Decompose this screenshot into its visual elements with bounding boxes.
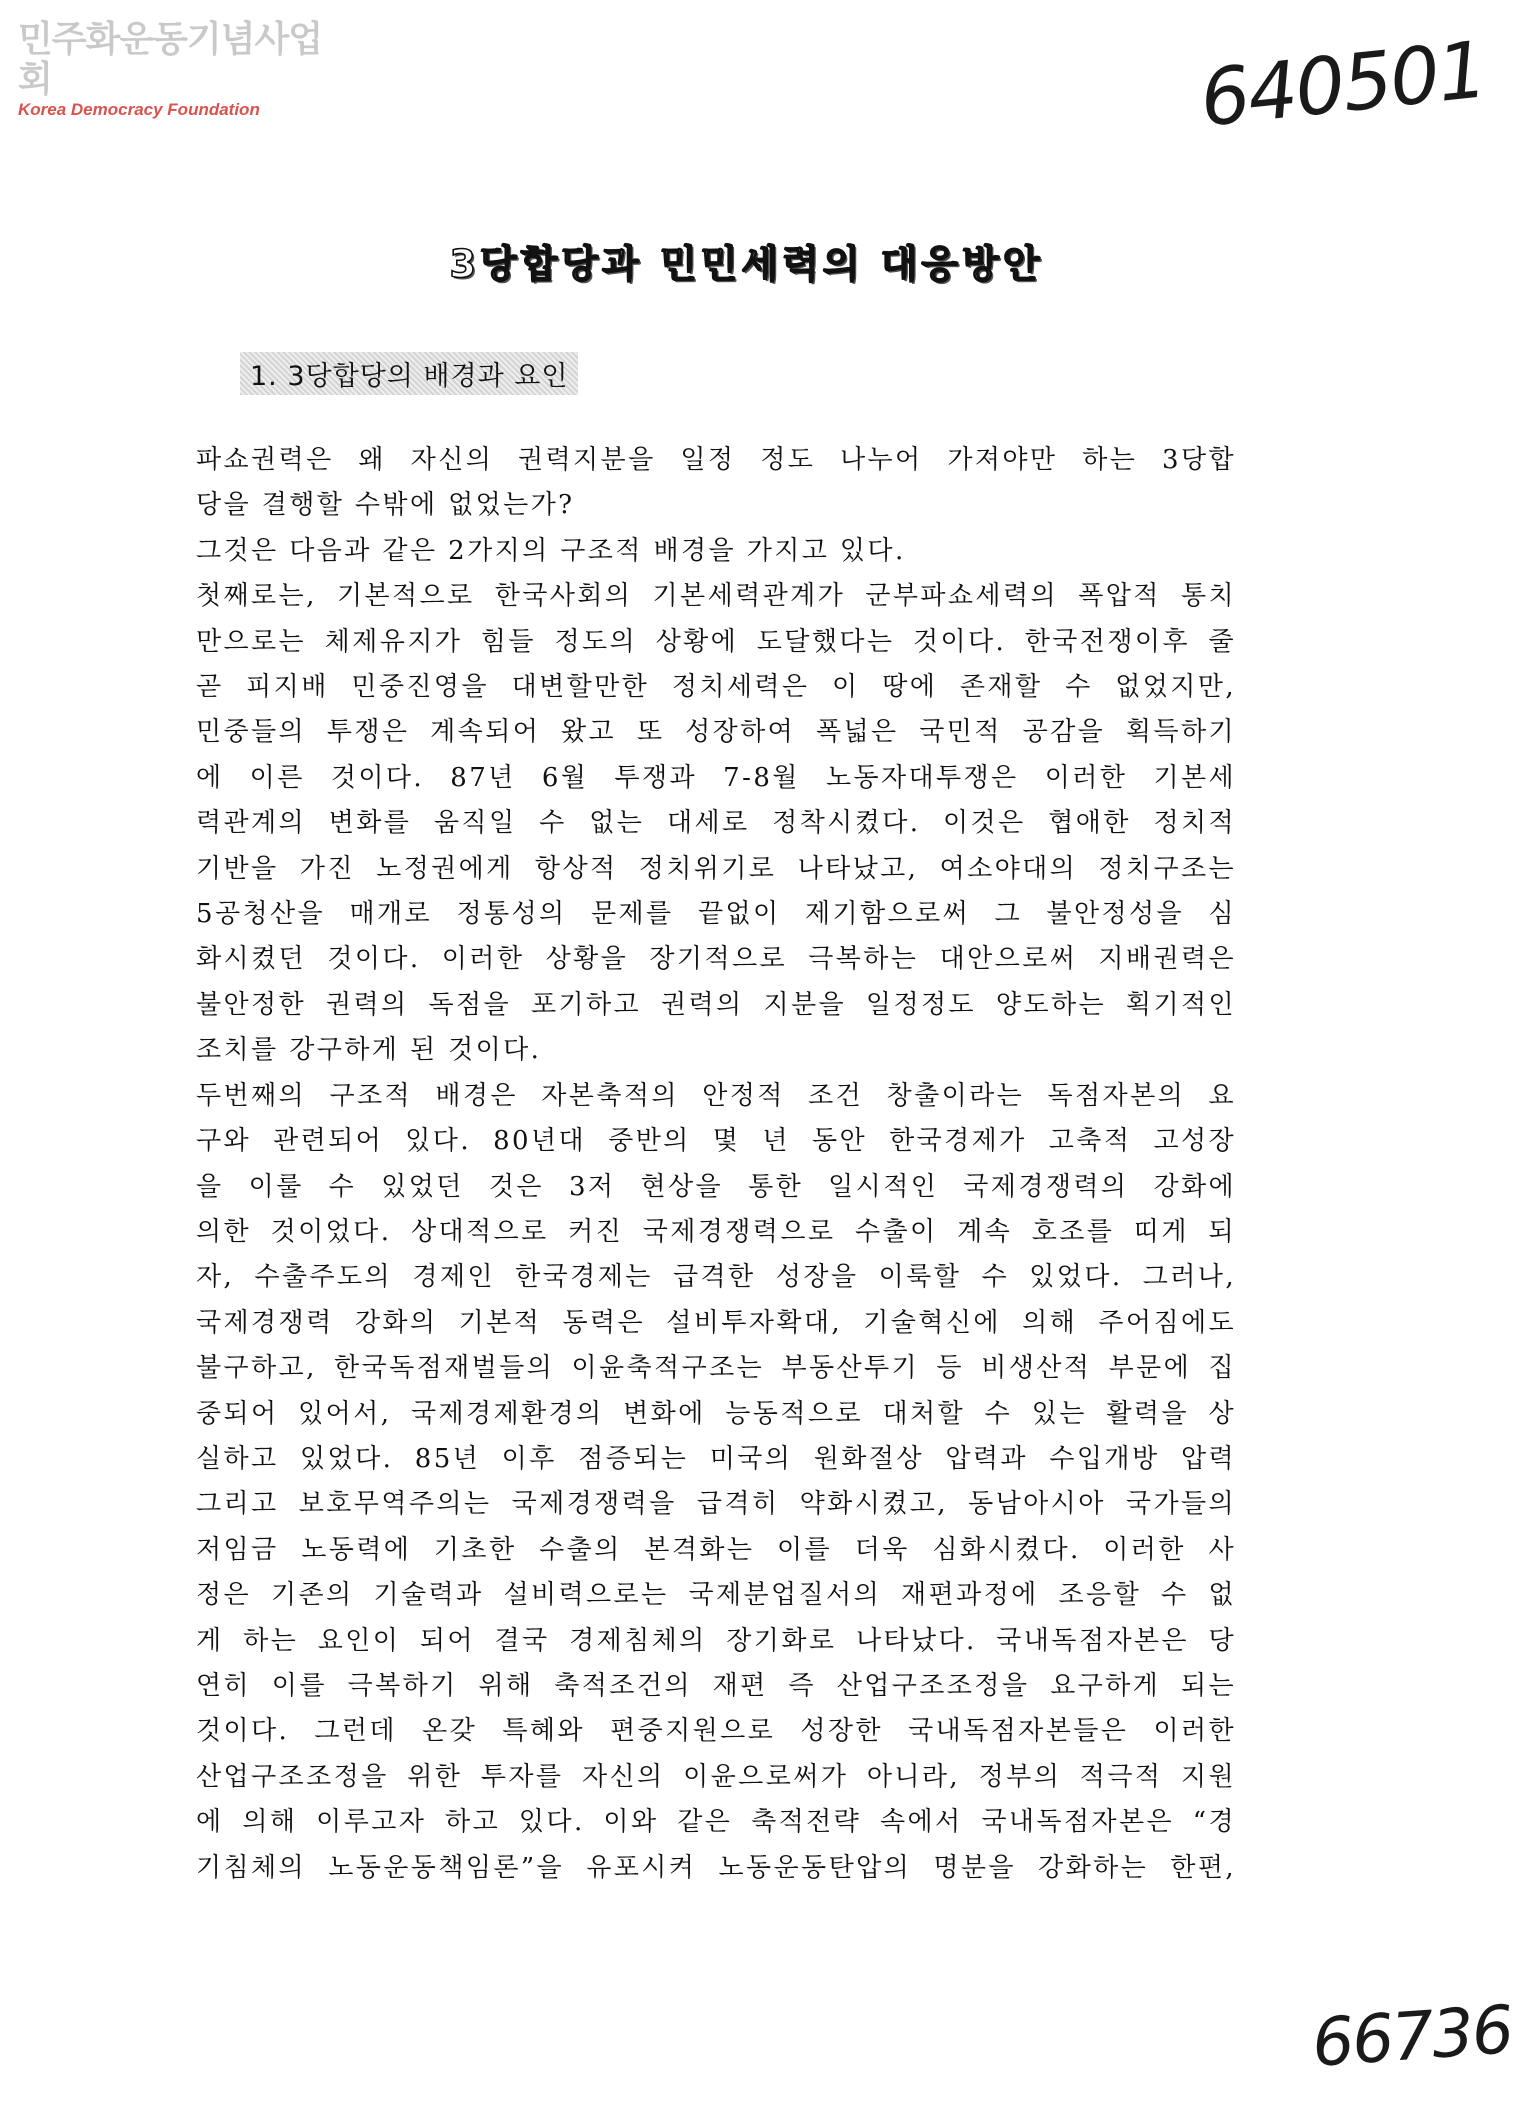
handwritten-page-number: 66736 <box>1309 1991 1514 2082</box>
body-line: 기반을 가진 노정권에게 항상적 정치위기로 나타났고, 여소야대의 정치구조는 <box>196 853 1236 884</box>
body-line: 에 이른 것이다. 87년 6월 투쟁과 7-8월 노동자대투쟁은 이러한 기본세 <box>196 762 1236 793</box>
body-line: 국제경쟁력 강화의 기본적 동력은 설비투자확대, 기술혁신에 의해 주어짐에도 <box>196 1307 1236 1338</box>
body-line: 민중들의 투쟁은 계속되어 왔고 또 성장하여 폭넓은 국민적 공감을 획득하기 <box>196 717 1236 748</box>
body-line: 정은 기존의 기술력과 설비력으로는 국제분업질서의 재편과정에 조응할 수 없 <box>196 1580 1236 1611</box>
document-title: 3당합당과 민민세력의 대응방안 <box>449 242 1044 287</box>
body-line: 게 하는 요인이 되어 결국 경제침체의 장기화로 나타났다. 국내독점자본은 당 <box>196 1625 1236 1656</box>
body-line: 그리고 보호무역주의는 국제경쟁력을 급격히 약화시켰고, 동남아시아 국가들의 <box>196 1489 1236 1520</box>
body-line: 만으로는 체제유지가 힘들 정도의 상황에 도달했다는 것이다. 한국전쟁이후 줄 <box>196 626 1236 657</box>
body-line: 자, 수출주도의 경제인 한국경제는 급격한 성장을 이룩할 수 있었다. 그러나, <box>196 1262 1236 1293</box>
document-body <box>196 438 1236 1891</box>
body-line: 조치를 강구하게 된 것이다. <box>196 1035 542 1066</box>
body-line: 파쇼권력은 왜 자신의 권력지분을 일정 정도 나누어 가져야만 하는 3당합 <box>196 445 1236 475</box>
body-line: 의한 것이었다. 상대적으로 커진 국제경쟁력으로 수출이 계속 호조를 띠게 되 <box>196 1216 1236 1247</box>
body-line: 구와 관련되어 있다. 80년대 중반의 몇 년 동안 한국경제가 고축적 고성장 <box>196 1126 1236 1157</box>
body-line: 연히 이를 극복하기 위해 축적조건의 재편 즉 산업구조조정을 요구하게 되는 <box>196 1670 1236 1701</box>
body-line: 그것은 다음과 같은 2가지의 구조적 배경을 가지고 있다. <box>196 535 906 566</box>
body-line: 을 이룰 수 있었던 것은 3저 현상을 통한 일시적인 국제경쟁력의 강화에 <box>196 1171 1236 1202</box>
body-line: 것이다. 그런데 온갖 특혜와 편중지원으로 성장한 국내독점자본들은 이러한 <box>196 1716 1236 1747</box>
body-line: 저임금 노동력에 기초한 수출의 본격화는 이를 더욱 심화시켰다. 이러한 사 <box>196 1534 1236 1565</box>
body-line: 첫째로는, 기본적으로 한국사회의 기본세력관계가 군부파쇼세력의 폭압적 통치 <box>196 581 1236 612</box>
watermark-korean-text: 민주화운동기념사업회 <box>18 19 322 100</box>
body-line: 불안정한 권력의 독점을 포기하고 권력의 지분을 일정정도 양도하는 획기적인 <box>196 989 1236 1020</box>
body-line: 력관계의 변화를 움직일 수 없는 대세로 정착시켰다. 이것은 협애한 정치적 <box>196 808 1236 839</box>
watermark-english-text: Korea Democracy Foundation <box>18 100 260 119</box>
body-line: 화시켰던 것이다. 이러한 상황을 장기적으로 극복하는 대안으로써 지배권력은 <box>196 944 1236 975</box>
watermark-logo <box>18 20 328 120</box>
body-line: 5공청산을 매개로 정통성의 문제를 끝없이 제기함으로써 그 불안정성을 심 <box>196 899 1236 930</box>
body-line: 두번째의 구조적 배경은 자본축적의 안정적 조건 창출이라는 독점자본의 요 <box>196 1080 1236 1111</box>
body-line: 당을 결행할 수밖에 없었는가? <box>196 490 575 521</box>
body-line: 에 의해 이루고자 하고 있다. 이와 같은 축적전략 속에서 국내독점자본은 “경 <box>196 1807 1236 1838</box>
section-heading: 1. 3당합당의 배경과 요인 <box>240 352 578 395</box>
handwritten-document-number: 640501 <box>1196 25 1490 145</box>
body-line: 실하고 있었다. 85년 이후 점증되는 미국의 원화절상 압력과 수입개방 압력 <box>196 1443 1236 1474</box>
body-line: 중되어 있어서, 국제경제환경의 변화에 능동적으로 대처할 수 있는 활력을 상 <box>196 1398 1236 1429</box>
body-line: 불구하고, 한국독점재벌들의 이윤축적구조는 부동산투기 등 비생산적 부문에 집 <box>196 1353 1236 1384</box>
body-line: 기침체의 노동운동책임론”을 유포시켜 노동운동탄압의 명분을 강화하는 한편, <box>196 1852 1236 1883</box>
body-line: 곧 피지배 민중진영을 대변할만한 정치세력은 이 땅에 존재할 수 없었지만, <box>196 672 1236 703</box>
body-line: 산업구조조정을 위한 투자를 자신의 이윤으로써가 아니라, 정부의 적극적 지원 <box>196 1761 1236 1792</box>
